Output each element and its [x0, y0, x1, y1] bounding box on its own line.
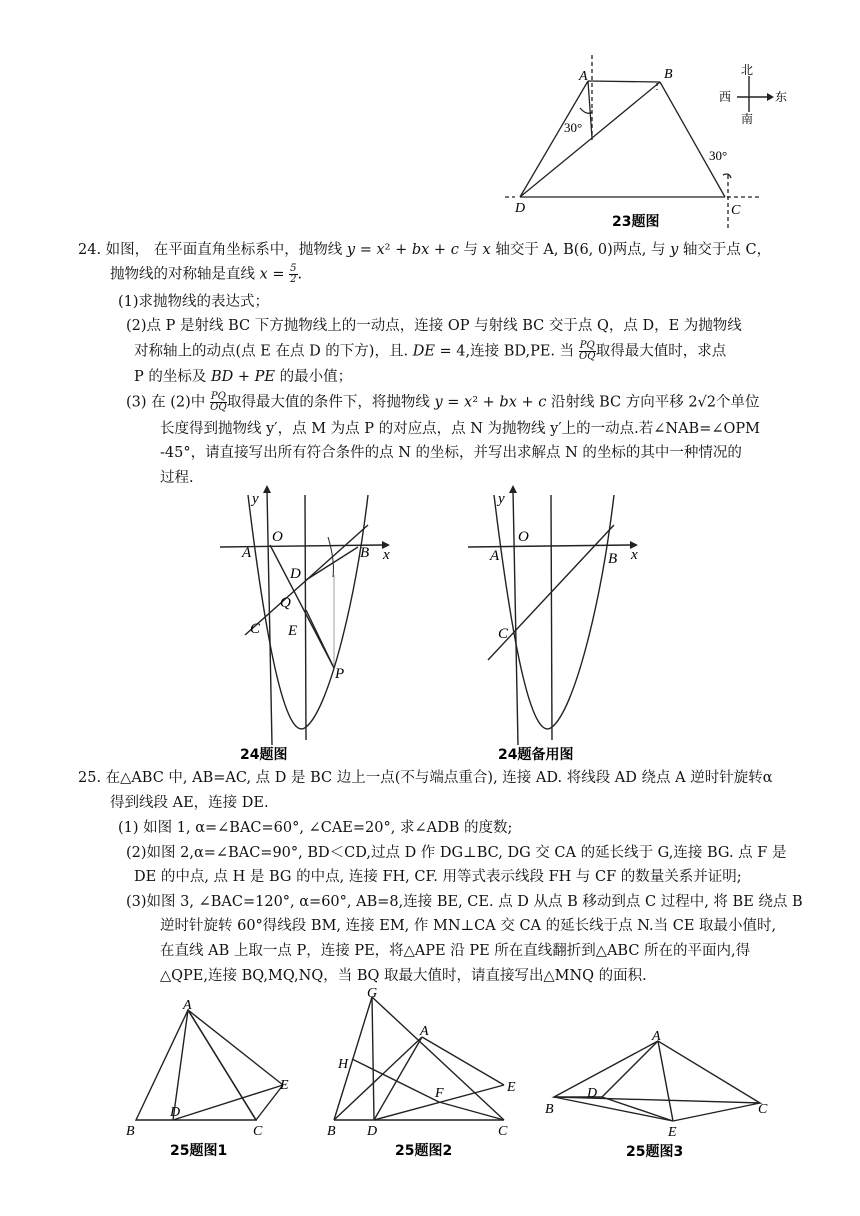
q24-line2: 抛物线的对称轴是直线 x = $\frac{5}{2}$ . [110, 263, 303, 285]
fig25-3-label-b: B [545, 1102, 554, 1117]
compass-north: 北 [741, 63, 754, 77]
q25-part1: (1) 如图 1, α=∠BAC=60°, ∠CAE=20°, 求∠ADB 的度数; [118, 820, 513, 836]
fig25-2-label-d: D [367, 1124, 378, 1139]
q24-part2-line1: (2)点 P 是射线 BC 下方抛物线上的一动点，连接 OP 与射线 BC 交于点 Q，点 D，E 为抛物线 [126, 318, 742, 334]
fig24-label-c: C [250, 621, 261, 637]
fig25-2-label-a: A [420, 1024, 429, 1039]
fig23-caption: 23题图 [612, 214, 660, 230]
fig25-3-label-c: C [758, 1102, 768, 1117]
fig24-label-y: y [252, 491, 259, 507]
q25-line2: 得到线段 AE，连接 DE. [110, 795, 269, 811]
figure-25-3 [540, 1025, 780, 1165]
figure-25-2 [322, 985, 532, 1165]
q25-part2-line2: DE 的中点, 点 H 是 BG 的中点, 连接 FH, CF. 用等式表示线段 FH 与 CF 的数量关系并证明; [134, 869, 742, 885]
fig24b-label-y: y [498, 491, 505, 507]
fig24-label-e: E [288, 623, 298, 639]
fig24b-label-c: C [498, 626, 509, 642]
q24-part3-line1: (3) 在 (2)中 $\frac{PQ}{OQ}$ 取得最大值的条件下，将抛物线 y = x² + bx + c 沿射线 BC 方向平移 2√2个单位 [126, 391, 760, 413]
fig25-2-label-g: G [367, 986, 378, 1001]
fig25-2-label-f: F [435, 1086, 444, 1101]
fig23-label-a: A [579, 69, 588, 84]
figure-24 [210, 485, 400, 770]
fig24b-label-a: A [490, 548, 500, 564]
q24-part3-line4: 过程. [160, 470, 194, 486]
q25-part3-line3: 在直线 AB 上取一点 P，连接 PE，将△APE 沿 PE 所在直线翻折到△ABC 所在的平面内,得 [160, 943, 751, 959]
fig24b-label-b: B [608, 551, 618, 567]
figure-24-backup [458, 485, 648, 770]
q24-part1: (1)求抛物线的表达式； [118, 294, 270, 310]
fig23-label-d: D [515, 201, 526, 216]
fig24b-label-o: O [518, 529, 529, 545]
fig25-2-label-b: B [327, 1124, 336, 1139]
fig24-caption: 24题图 [240, 747, 288, 763]
q25-part3-line4: △QPE,连接 BQ,MQ,NQ，当 BQ 取最大值时，请直接写出△MNQ 的面积. [160, 968, 647, 984]
q24-part2-line2: 对称轴上的动点(点 E 在点 D 的下方)，且. DE = 4,连接 BD,PE. 当 $\frac{PQ}{OQ}$ 取得最大值时，求点 [134, 340, 727, 362]
fig25-1-label-b: B [126, 1124, 135, 1139]
q25-part3-line1: (3)如图 3, ∠BAC=120°, α=60°, AB=8,连接 BE, CE. 点 D 从点 B 移动到点 C 过程中, 将 BE 绕点 B [126, 894, 803, 910]
fig23-angle2: 30° [709, 148, 728, 163]
fig25-3-label-a: A [652, 1029, 661, 1044]
q25-line1: 25. 在△ABC 中, AB=AC, 点 D 是 BC 边上一点(不与端点重合), 连接 AD. 将线段 AD 绕点 A 逆时针旋转α [78, 770, 773, 786]
compass-west: 西 [719, 90, 732, 104]
compass-south: 南 [741, 112, 754, 126]
q24-part3-line2: 长度得到抛物线 y′，点 M 为点 P 的对应点，点 N 为抛物线 y′上的一动点.若∠NAB=∠OPM [160, 421, 760, 437]
fig25-2-label-c: C [498, 1124, 508, 1139]
fig24-label-b: B [360, 545, 370, 561]
q25-part2-line1: (2)如图 2,α=∠BAC=90°, BD＜CD,过点 D 作 DG⊥BC, DG 交 CA 的延长线于 G,连接 BG. 点 F 是 [126, 845, 787, 861]
figure-23 [495, 50, 795, 235]
q24-line1: 24. 如图， 在平面直角坐标系中，抛物线 y = x² + bx + c 与 x 轴交于 A, B(6, 0)两点, 与 y 轴交于点 C， [78, 242, 772, 258]
q24-part2-line3: P 的坐标及 BD + PE 的最小值； [134, 369, 353, 385]
fig25-2-label-e: E [507, 1080, 516, 1095]
fig25-1-label-e: E [280, 1078, 289, 1093]
fig25-1-label-a: A [183, 998, 192, 1013]
fig23-label-b: B [664, 67, 673, 82]
fig24-label-q: Q [280, 595, 291, 611]
fig25-1-caption: 25题图1 [170, 1143, 228, 1159]
fig25-3-caption: 25题图3 [626, 1144, 684, 1160]
fig23-label-c: C [731, 203, 741, 218]
q24-part3-line3: -45°，请直接写出所有符合条件的点 N 的坐标，并写出求解点 N 的坐标的其中一种情况的 [160, 445, 742, 461]
fig24-label-a: A [242, 545, 252, 561]
fig25-1-label-c: C [253, 1124, 263, 1139]
fig24-label-o: O [272, 529, 283, 545]
figure-25-1 [118, 995, 308, 1165]
compass-east: 东 [775, 90, 788, 104]
fig25-2-caption: 25题图2 [395, 1143, 453, 1159]
fig24b-caption: 24题备用图 [498, 747, 574, 763]
fig24-label-x: x [383, 547, 390, 563]
fig24-label-p: P [335, 666, 345, 682]
fig25-3-label-e: E [668, 1125, 677, 1140]
q25-part3-line2: 逆时针旋转 60°得线段 BM, 连接 EM, 作 MN⊥CA 交 CA 的延长线于点 N.当 CE 取最小值时, [160, 918, 777, 934]
fig23-angle1: 30° [564, 120, 583, 135]
fig25-3-label-d: D [587, 1086, 598, 1101]
fig25-1-label-d: D [170, 1105, 181, 1120]
fig24-label-d: D [290, 566, 301, 582]
fig24b-label-x: x [631, 547, 638, 563]
fig25-2-label-h: H [338, 1057, 349, 1072]
